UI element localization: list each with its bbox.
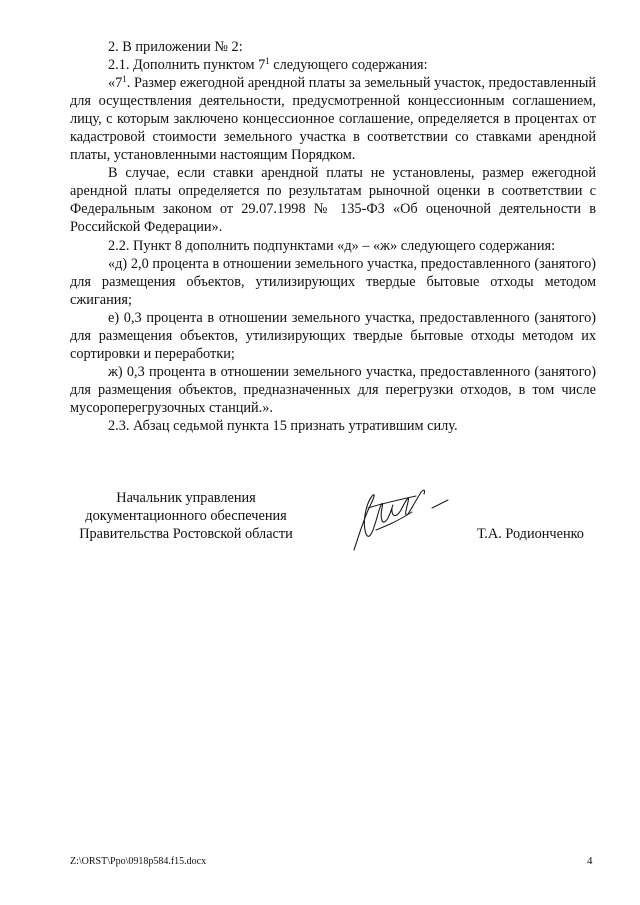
page-number: 4 (587, 855, 593, 867)
point-7-1-number: «7 (108, 75, 123, 92)
superscript: 1 (265, 56, 270, 67)
paragraph-item-2-3: 2.3. Абзац седьмой пункта 15 признать утратившим силу. (108, 417, 458, 434)
signatory-title-line: документационного обеспечения (85, 508, 287, 524)
document-body (70, 38, 596, 435)
paragraph-item-2-2: 2.2. Пункт 8 дополнить подпунктами «д» – «ж» следующего содержания: (108, 237, 556, 254)
paragraph-item-2-1 (70, 56, 596, 74)
subpoint-zh: ж) 0,3 процента в отношении земельного участка, предоставленного (занятого) для размещения объектов, предназначенных для перегрузки отходов, в том числе мусороперегрузочных станций.». (70, 363, 596, 416)
item-2-1-text-end: следующего содержания: (269, 57, 428, 74)
subpoint-e: е) 0,3 процента в отношении земельного участка, предоставленного (занятого) для размещения объектов, утилизирующих твердые бытовые отходы методом их сортировки и переработки; (70, 309, 596, 362)
item-2-1-text: 2.1. Дополнить пунктом 7 (108, 57, 266, 74)
footer-file-path: Z:\ORST\Ppo\0918p584.f15.docx (70, 856, 207, 867)
signatory-title-line: Правительства Ростовской области (79, 526, 293, 542)
point-7-1-text: . Размер ежегодной арендной платы за земельный участок, предоставленный для осуществления деятельности, предусмотренной концессионным соглашением, лицу, с которым заключено концессионное соглашение, определяется в процентах от кадастровой стоимости земельного участка в соответствии со ставками арендной платы, установленными настоящим Порядком. (70, 75, 596, 164)
superscript: 1 (122, 74, 127, 85)
subpoint-d: «д) 2,0 процента в отношении земельного участка, предоставленного (занятого) для размещения объектов, утилизирующих твердые бытовые отходы методом сжигания; (70, 255, 596, 308)
signatory-title (66, 489, 306, 543)
paragraph-market-valuation: В случае, если ставки арендной платы не установлены, размер ежегодной арендной платы определяется по результатам рыночной оценки в соответствии с Федеральным законом от 29.07.1998 № 135-ФЗ «Об оценочной деятельности в Российской Федерации». (70, 165, 596, 236)
signatory-name: Т.А. Родионченко (477, 526, 584, 542)
paragraph-point-7-1 (70, 74, 596, 164)
signatory-title-line: Начальник управления (116, 490, 256, 506)
handwritten-signature (346, 478, 456, 558)
paragraph-appendix-heading: 2. В приложении № 2: (108, 39, 243, 55)
